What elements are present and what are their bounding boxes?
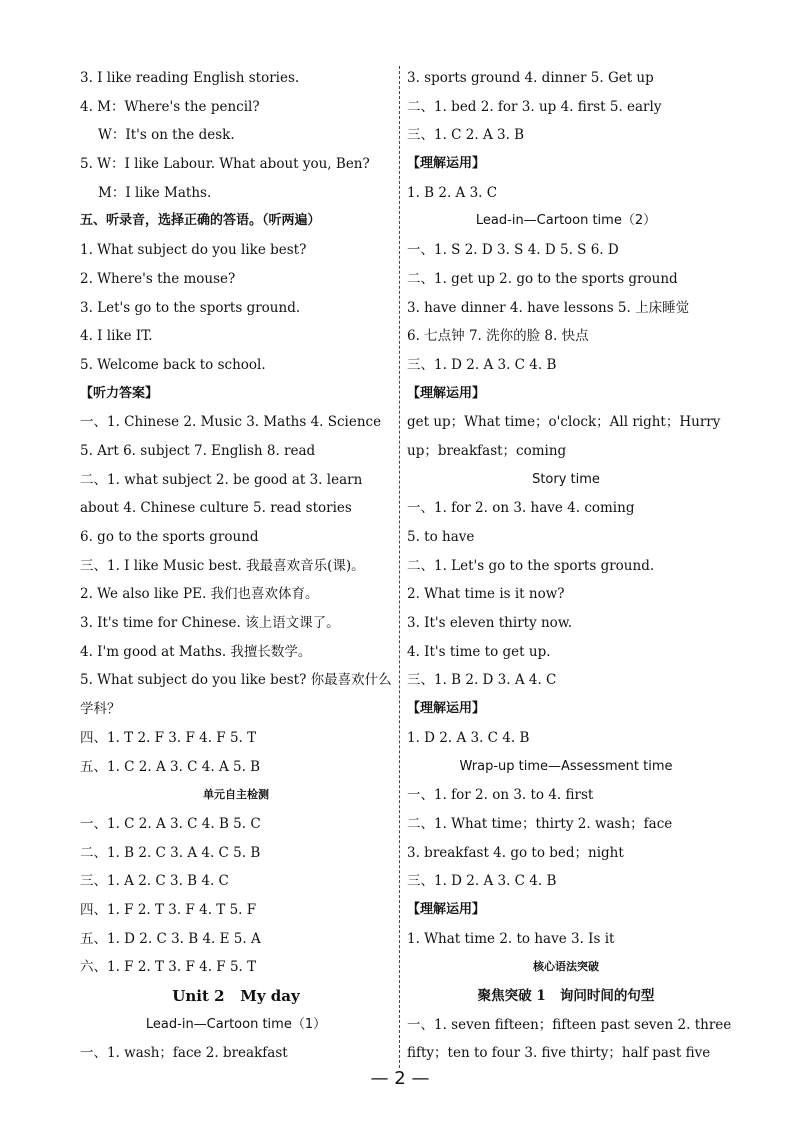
text-line: 2. We also like PE. 我们也喜欢体育。 <box>80 586 319 603</box>
text-line: 一、1. seven fifteen；fifteen past seven 2. three <box>407 1016 732 1033</box>
text-line: 一、1. C 2. A 3. C 4. B 5. C <box>80 815 261 832</box>
right-column <box>407 64 732 1068</box>
text-line: 5. Welcome back to school. <box>80 356 266 373</box>
section-title: Lead-in—Cartoon time（1） <box>145 1016 327 1032</box>
text-line: 1. B 2. A 3. C <box>407 184 498 201</box>
section-heading: 【听力答案】 <box>80 385 159 401</box>
section-title: Lead-in—Cartoon time（2） <box>475 213 657 229</box>
text-line: 二、1. Let's go to the sports ground. <box>407 557 655 574</box>
text-line: 2. Where's the mouse? <box>80 270 236 287</box>
text-line: 5. What subject do you like best? 你最喜欢什么 <box>80 672 392 689</box>
text-line: 六、1. F 2. T 3. F 4. F 5. T <box>80 959 257 976</box>
text-line: up；breakfast；coming <box>407 442 567 459</box>
text-line: 二、1. bed 2. for 3. up 4. first 5. early <box>407 98 662 115</box>
text-line: 二、1. What time；thirty 2. wash；face <box>407 815 673 832</box>
page-number: — 2 — <box>370 1068 430 1089</box>
text-line: 1. D 2. A 3. C 4. B <box>407 729 530 746</box>
text-line: 3. sports ground 4. dinner 5. Get up <box>407 70 654 86</box>
text-line: 一、1. wash；face 2. breakfast <box>80 1045 288 1062</box>
left-column <box>80 64 392 1068</box>
text-line: 三、1. D 2. A 3. C 4. B <box>407 873 557 890</box>
text-line: 5. W：I like Labour. What about you, Ben? <box>80 156 370 173</box>
text-line: M：I like Maths. <box>98 184 212 201</box>
text-line: 五、1. C 2. A 3. C 4. A 5. B <box>80 758 261 775</box>
text-line: 三、1. A 2. C 3. B 4. C <box>80 873 229 890</box>
section-heading: 【理解运用】 <box>407 701 486 717</box>
unit-title: Unit 2 My day <box>172 987 300 1005</box>
section-title: 核心语法突破 <box>533 960 599 974</box>
text-line: 3. Let's go to the sports ground. <box>80 299 301 316</box>
text-line: 一、1. S 2. D 3. S 4. D 5. S 6. D <box>407 242 619 259</box>
column-divider <box>399 66 400 1068</box>
text-line: about 4. Chinese culture 5. read stories <box>80 500 352 517</box>
section-title: Wrap-up time—Assessment time <box>459 758 673 774</box>
text-line: 二、1. what subject 2. be good at 3. learn <box>80 471 363 488</box>
section-title: Story time <box>532 471 600 487</box>
text-line: 6. go to the sports ground <box>80 529 259 545</box>
text-line: fifty；ten to four 3. five thirty；half past five <box>407 1045 711 1062</box>
text-line: 四、1. T 2. F 3. F 4. F 5. T <box>80 729 257 746</box>
text-line: 5. to have <box>407 529 475 545</box>
text-line: 5. Art 6. subject 7. English 8. read <box>80 442 316 459</box>
text-line: get up；What time；o'clock；All right；Hurry <box>407 414 721 431</box>
text-line: 3. It's time for Chinese. 该上语文课了。 <box>80 615 340 632</box>
text-line: W：It's on the desk. <box>98 127 235 144</box>
section-heading: 五、听录音，选择正确的答语。（听两遍） <box>80 213 321 229</box>
text-line: 4. I like IT. <box>80 328 153 345</box>
text-line: 3. have dinner 4. have lessons 5. 上床睡觉 <box>407 299 690 316</box>
text-line: 6. 七点钟 7. 洗你的脸 8. 快点 <box>407 328 589 345</box>
text-line: 一、1. for 2. on 3. have 4. coming <box>407 500 635 517</box>
text-line: 学科？ <box>80 701 121 718</box>
text-line: 一、1. for 2. on 3. to 4. first <box>407 787 594 804</box>
text-line: 一、1. Chinese 2. Music 3. Maths 4. Science <box>80 414 382 431</box>
text-line: 4. I'm good at Maths. 我擅长数学。 <box>80 643 312 660</box>
text-line: 二、1. B 2. C 3. A 4. C 5. B <box>80 844 261 861</box>
text-line: 五、1. D 2. C 3. B 4. E 5. A <box>80 930 261 947</box>
text-line: 四、1. F 2. T 3. F 4. T 5. F <box>80 901 257 918</box>
text-line: 4. M：Where's the pencil? <box>80 98 260 115</box>
text-line: 三、1. B 2. D 3. A 4. C <box>407 672 557 689</box>
section-title: 单元自主检测 <box>203 788 269 802</box>
section-heading: 【理解运用】 <box>407 901 486 917</box>
section-heading: 【理解运用】 <box>407 156 486 172</box>
text-line: 三、1. D 2. A 3. C 4. B <box>407 356 557 373</box>
section-heading: 【理解运用】 <box>407 385 486 401</box>
focus-title: 聚焦突破 1 询问时间的句型 <box>477 988 655 1004</box>
text-line: 1. What subject do you like best? <box>80 242 307 259</box>
text-line: 1. What time 2. to have 3. Is it <box>407 930 615 947</box>
text-line: 4. It's time to get up. <box>407 643 551 660</box>
text-line: 二、1. get up 2. go to the sports ground <box>407 270 678 287</box>
text-line: 3. It's eleven thirty now. <box>407 615 573 632</box>
text-line: 3. I like reading English stories. <box>80 70 300 86</box>
text-line: 三、1. I like Music best. 我最喜欢音乐(课)。 <box>80 557 365 574</box>
text-line: 2. What time is it now? <box>407 586 565 603</box>
text-line: 三、1. C 2. A 3. B <box>407 127 525 144</box>
text-line: 3. breakfast 4. go to bed；night <box>407 844 624 861</box>
